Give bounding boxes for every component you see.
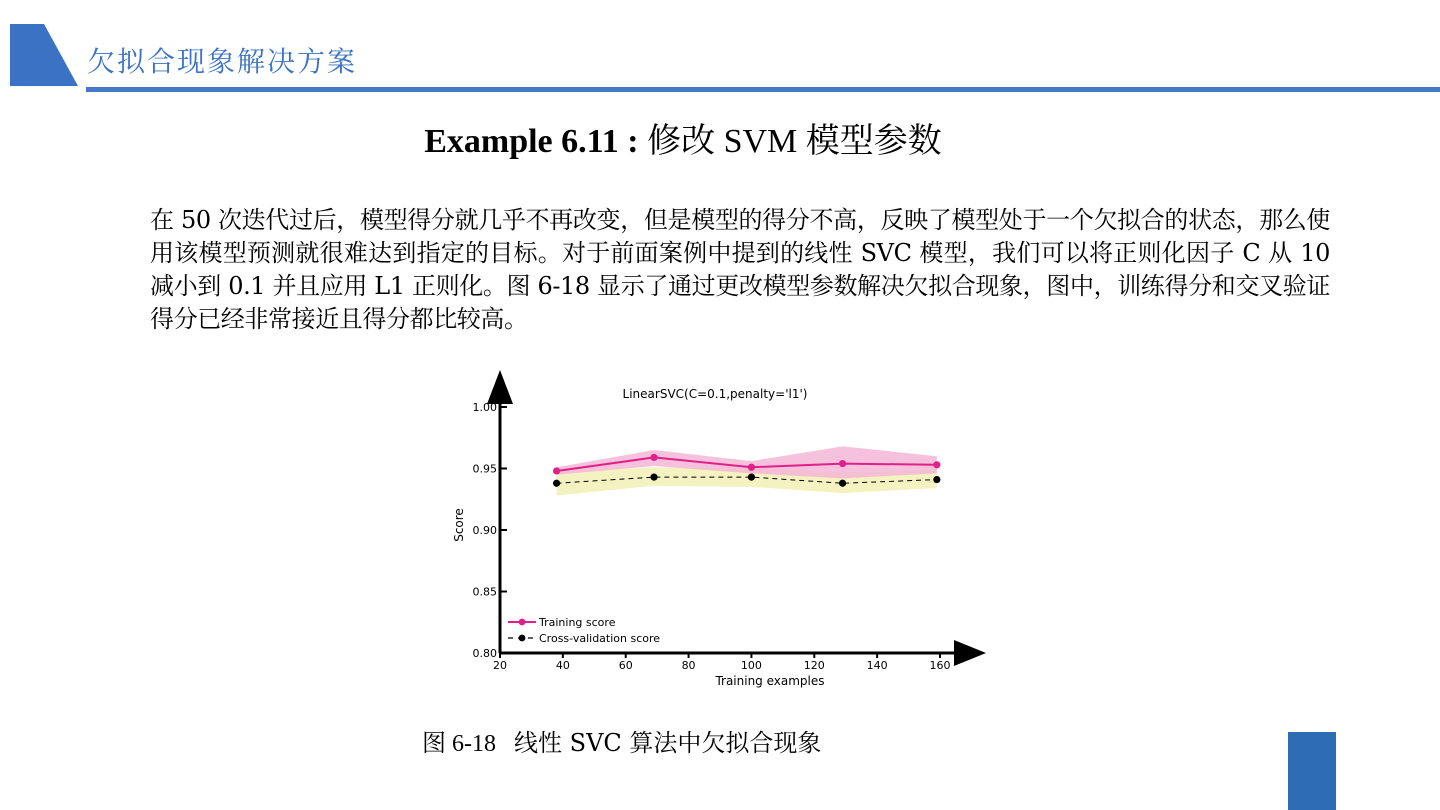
point-cross-validation xyxy=(553,480,560,487)
y-tick-label: 0.80 xyxy=(472,647,497,660)
point-training xyxy=(839,460,846,467)
x-axis-label: Training examples xyxy=(715,674,825,688)
figure-caption-text: 线性 SVC 算法中欠拟合现象 xyxy=(514,729,822,757)
body-paragraph: 在 50 次迭代过后，模型得分就几乎不再改变，但是模型的得分不高，反映了模型处于一个欠拟合的状态，那么使用该模型预测就很难达到指定的目标。对于前面案例中提到的线性 SVC 模型，我们可以将正则化因子 C 从 10 减小到 0.1 并且应用 L1 正则化。图 6-18 显示了通过更改模型参数解决欠拟合现象，图中，训练得分和交叉验证得分已经非常接近且得分都比较高。 xyxy=(150,206,1330,333)
figure-number: 图 6-18 xyxy=(422,731,496,757)
y-tick-label: 0.95 xyxy=(472,462,497,476)
x-tick-label: 80 xyxy=(681,659,696,672)
legend-label-cross-validation: Cross-validation score xyxy=(539,632,661,645)
legend-label-training: Training score xyxy=(539,616,616,629)
x-tick-label: 40 xyxy=(555,659,570,672)
y-axis-label: Score xyxy=(452,508,466,542)
y-axis-arrow xyxy=(487,370,513,404)
example-title: 修改 SVM 模型参数 xyxy=(647,123,942,160)
legend-marker-training xyxy=(519,619,526,626)
point-training xyxy=(933,461,940,468)
point-cross-validation xyxy=(748,474,755,481)
header-title: 欠拟合现象解决方案 xyxy=(87,45,358,78)
x-tick-label: 120 xyxy=(803,659,825,672)
point-cross-validation xyxy=(839,480,846,487)
header-corner-shape xyxy=(10,24,78,86)
x-tick-label: 20 xyxy=(493,659,507,672)
y-tick-label: 1.00 xyxy=(472,401,497,414)
header-rule xyxy=(86,87,1440,92)
legend-marker-cross-validation xyxy=(519,635,526,642)
point-cross-validation xyxy=(650,474,657,481)
x-tick-label: 100 xyxy=(740,659,762,672)
point-training xyxy=(553,467,560,474)
x-axis-arrow xyxy=(954,640,986,666)
example-heading xyxy=(0,116,1366,168)
y-tick-label: 0.85 xyxy=(472,585,497,599)
y-tick-label: 0.90 xyxy=(472,524,497,537)
corner-block xyxy=(1288,732,1336,810)
x-tick-label: 160 xyxy=(929,659,951,672)
x-tick-label: 60 xyxy=(618,659,633,672)
point-training xyxy=(748,464,755,471)
learning-curve-chart xyxy=(440,360,1000,700)
point-training xyxy=(650,454,657,461)
figure-caption xyxy=(422,726,821,761)
chart-legend xyxy=(508,616,660,645)
point-cross-validation xyxy=(933,476,940,483)
x-tick-label: 140 xyxy=(866,659,888,672)
chart-title: LinearSVC(C=0.1,penalty='l1') xyxy=(622,387,808,401)
example-label: Example 6.11 : xyxy=(424,123,639,160)
score-bands xyxy=(557,446,937,495)
